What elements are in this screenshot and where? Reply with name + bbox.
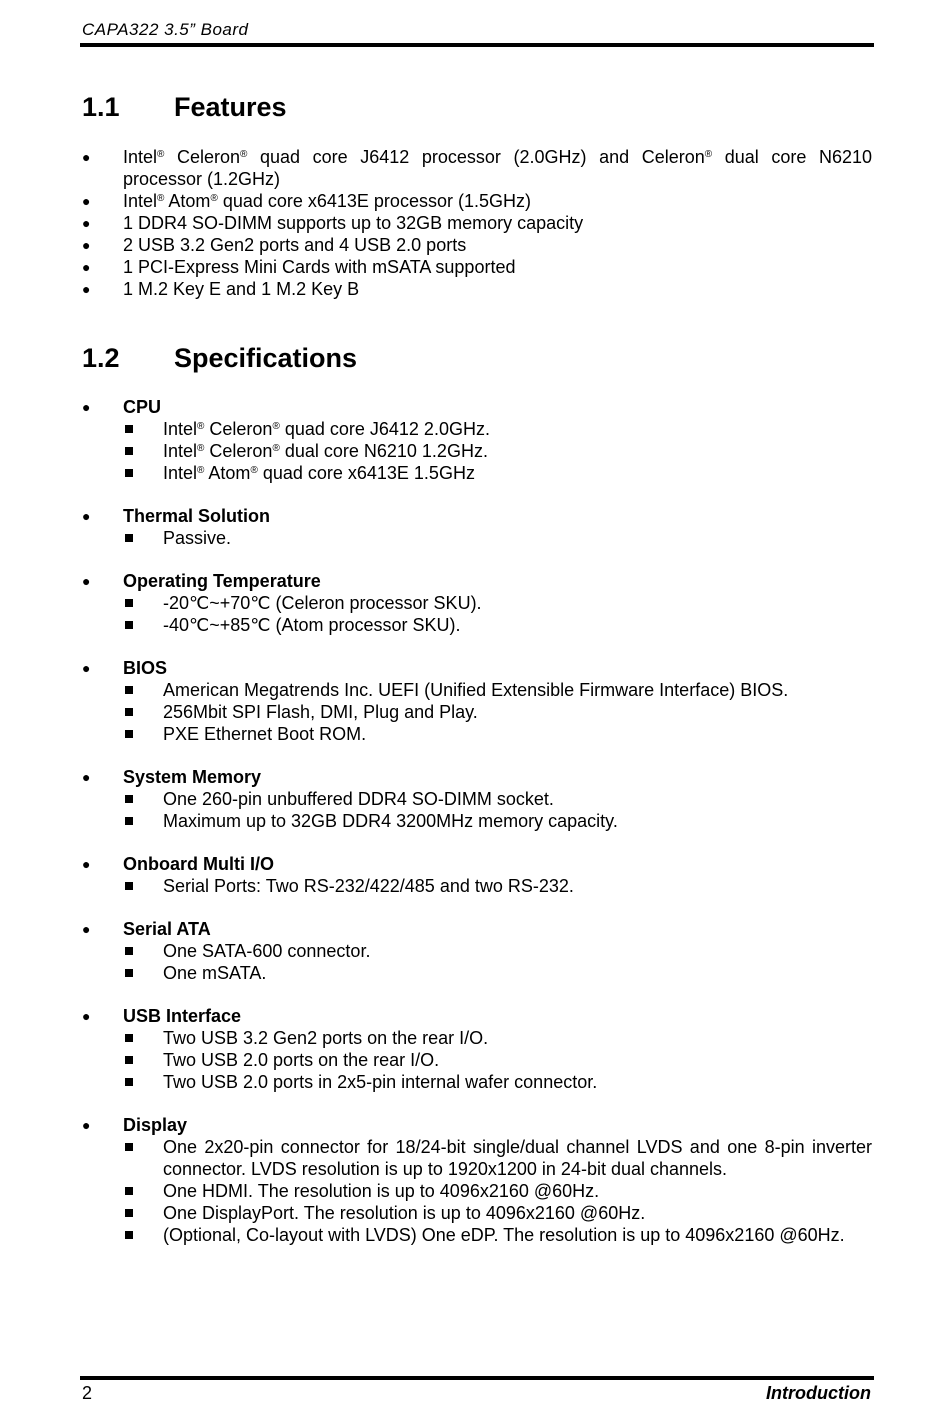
spec-item bbox=[123, 810, 872, 832]
square-bullet-icon bbox=[125, 1187, 133, 1195]
header-title: CAPA322 3.5” Board bbox=[82, 20, 249, 39]
spec-item-text bbox=[163, 1203, 645, 1223]
specifications-list bbox=[82, 396, 872, 1267]
text-segment: One SATA-600 connector. bbox=[163, 941, 371, 961]
text-segment: American Megatrends Inc. UEFI (Unified Extensible Firmware Interface) BIOS. bbox=[163, 680, 789, 700]
feature-item bbox=[82, 278, 872, 300]
square-bullet-icon bbox=[125, 1056, 133, 1064]
text-segment: Intel bbox=[163, 419, 198, 439]
bullet-icon: ● bbox=[82, 856, 91, 872]
spec-item-text bbox=[163, 615, 461, 635]
feature-item bbox=[82, 234, 872, 256]
spec-group bbox=[82, 396, 872, 484]
text-segment: Celeron bbox=[204, 441, 273, 461]
text-segment: Passive. bbox=[163, 528, 232, 548]
registered-mark: ® bbox=[197, 421, 205, 432]
spec-item bbox=[123, 1202, 872, 1224]
square-bullet-icon bbox=[125, 969, 133, 977]
spec-item bbox=[123, 701, 872, 723]
square-bullet-icon bbox=[125, 599, 133, 607]
spec-group-title: BIOS bbox=[123, 658, 168, 678]
spec-group bbox=[82, 918, 872, 984]
spec-group bbox=[82, 570, 872, 636]
spec-item-text bbox=[163, 593, 482, 613]
feature-text bbox=[123, 279, 359, 299]
square-bullet-icon bbox=[125, 817, 133, 825]
text-segment: 256Mbit SPI Flash, DMI, Plug and Play. bbox=[163, 702, 478, 722]
spec-group-title: CPU bbox=[123, 397, 162, 417]
text-segment: 1 PCI-Express Mini Cards with mSATA supported bbox=[123, 257, 516, 277]
spec-item bbox=[123, 1071, 872, 1093]
text-segment: Maximum up to 32GB DDR4 3200MHz memory capacity. bbox=[163, 811, 618, 831]
spec-group-title: Thermal Solution bbox=[123, 506, 271, 526]
bullet-icon: ● bbox=[82, 149, 91, 165]
text-segment: One HDMI. The resolution is up to 4096x2160 @60Hz. bbox=[163, 1181, 600, 1201]
spec-item-text bbox=[163, 811, 618, 831]
section-heading-features bbox=[82, 92, 287, 123]
text-segment: dual core N6210 processor (1.2GHz) bbox=[123, 147, 873, 189]
spec-item bbox=[123, 723, 872, 745]
text-segment: Celeron bbox=[164, 147, 241, 167]
spec-item-text bbox=[163, 1181, 599, 1201]
spec-item-text bbox=[163, 1028, 488, 1048]
text-segment: Celeron bbox=[204, 419, 273, 439]
feature-text bbox=[123, 213, 583, 233]
text-segment: Atom bbox=[164, 191, 211, 211]
spec-group bbox=[82, 853, 872, 897]
spec-item-text bbox=[163, 702, 478, 722]
bullet-icon: ● bbox=[82, 281, 91, 297]
spec-item bbox=[123, 962, 872, 984]
text-segment: quad core x6413E processor (1.5GHz) bbox=[217, 191, 531, 211]
spec-item bbox=[123, 440, 872, 462]
feature-text bbox=[123, 191, 531, 211]
registered-mark: ® bbox=[210, 193, 218, 204]
text-segment: Intel bbox=[163, 441, 198, 461]
spec-item-text bbox=[163, 528, 231, 548]
section-title: Specifications bbox=[174, 343, 358, 373]
spec-group-title: System Memory bbox=[123, 767, 262, 787]
bullet-icon: ● bbox=[82, 215, 91, 231]
text-segment: quad core J6412 2.0GHz. bbox=[279, 419, 490, 439]
text-segment: -40℃~+85℃ (Atom processor SKU). bbox=[163, 615, 461, 635]
text-segment: One DisplayPort. The resolution is up to 4096x2160 @60Hz. bbox=[163, 1203, 646, 1223]
spec-item bbox=[123, 418, 872, 440]
section-number: 1.1 bbox=[82, 92, 120, 122]
section-number: 1.2 bbox=[82, 343, 120, 373]
spec-item-text bbox=[163, 941, 370, 961]
spec-item-text bbox=[163, 1225, 845, 1245]
text-segment: One 260-pin unbuffered DDR4 SO-DIMM socket. bbox=[163, 789, 554, 809]
bullet-icon: ● bbox=[82, 193, 91, 209]
bullet-icon: ● bbox=[82, 1117, 91, 1133]
spec-group bbox=[82, 505, 872, 549]
bullet-icon: ● bbox=[82, 399, 91, 415]
spec-item bbox=[123, 527, 872, 549]
spec-item bbox=[123, 592, 872, 614]
square-bullet-icon bbox=[125, 621, 133, 629]
text-segment: Serial Ports: Two RS-232/422/485 and two RS-232. bbox=[163, 876, 574, 896]
square-bullet-icon bbox=[125, 1231, 133, 1239]
feature-text bbox=[123, 235, 466, 255]
bullet-icon: ● bbox=[82, 769, 91, 785]
spec-item bbox=[123, 940, 872, 962]
registered-mark: ® bbox=[272, 443, 280, 454]
square-bullet-icon bbox=[125, 425, 133, 433]
feature-text bbox=[123, 147, 872, 189]
feature-item bbox=[82, 212, 872, 234]
bullet-icon: ● bbox=[82, 573, 91, 589]
bullet-icon: ● bbox=[82, 237, 91, 253]
bullet-icon: ● bbox=[82, 921, 91, 937]
square-bullet-icon bbox=[125, 534, 133, 542]
section-heading-specifications bbox=[82, 343, 357, 374]
registered-mark: ® bbox=[704, 149, 713, 160]
spec-group bbox=[82, 766, 872, 832]
registered-mark: ® bbox=[272, 421, 280, 432]
square-bullet-icon bbox=[125, 795, 133, 803]
spec-item-text bbox=[163, 463, 475, 483]
spec-group-title: USB Interface bbox=[123, 1006, 242, 1026]
text-segment: One 2x20-pin connector for 18/24-bit single/dual channel LVDS and one 8-pin inverter connector. LVDS resolution is up to 1920x1200 in 24-bit dual channels. bbox=[163, 1137, 872, 1179]
spec-item-text bbox=[163, 1050, 439, 1070]
spec-item bbox=[123, 875, 872, 897]
text-segment: (Optional, Co-layout with LVDS) One eDP. The resolution is up to 4096x2160 @60Hz. bbox=[163, 1225, 845, 1245]
spec-item bbox=[123, 462, 872, 484]
section-title: Features bbox=[174, 92, 287, 122]
registered-mark: ® bbox=[157, 149, 165, 160]
text-segment: Two USB 3.2 Gen2 ports on the rear I/O. bbox=[163, 1028, 489, 1048]
spec-group-title: Onboard Multi I/O bbox=[123, 854, 274, 874]
square-bullet-icon bbox=[125, 447, 133, 455]
spec-item-text bbox=[163, 724, 366, 744]
spec-item bbox=[123, 788, 872, 810]
square-bullet-icon bbox=[125, 1209, 133, 1217]
feature-item bbox=[82, 256, 872, 278]
text-segment: dual core N6210 1.2GHz. bbox=[279, 441, 488, 461]
spec-item-text bbox=[163, 680, 788, 700]
feature-item bbox=[82, 190, 872, 212]
header-rule bbox=[80, 43, 874, 47]
text-segment: PXE Ethernet Boot ROM. bbox=[163, 724, 367, 744]
square-bullet-icon bbox=[125, 1143, 133, 1151]
spec-group bbox=[82, 1114, 872, 1246]
registered-mark: ® bbox=[197, 443, 205, 454]
feature-text bbox=[123, 257, 515, 277]
text-segment: Intel bbox=[123, 147, 158, 167]
spec-group-title: Operating Temperature bbox=[123, 571, 321, 591]
spec-group bbox=[82, 657, 872, 745]
square-bullet-icon bbox=[125, 882, 133, 890]
square-bullet-icon bbox=[125, 708, 133, 716]
registered-mark: ® bbox=[157, 193, 165, 204]
text-segment: quad core J6412 processor (2.0GHz) and Celeron bbox=[247, 147, 705, 167]
text-segment: quad core x6413E 1.5GHz bbox=[257, 463, 475, 483]
features-list bbox=[82, 146, 872, 300]
spec-item bbox=[123, 679, 872, 701]
text-segment: Intel bbox=[123, 191, 158, 211]
spec-item-text bbox=[163, 789, 554, 809]
page-number: 2 bbox=[82, 1383, 93, 1403]
spec-item-text bbox=[163, 419, 490, 439]
text-segment: Intel bbox=[163, 463, 198, 483]
text-segment: Two USB 2.0 ports in 2x5-pin internal wafer connector. bbox=[163, 1072, 598, 1092]
feature-item bbox=[82, 146, 872, 190]
spec-item bbox=[123, 1027, 872, 1049]
spec-item-text bbox=[163, 1072, 597, 1092]
registered-mark: ® bbox=[250, 465, 258, 476]
square-bullet-icon bbox=[125, 1034, 133, 1042]
text-segment: -20℃~+70℃ (Celeron processor SKU). bbox=[163, 593, 482, 613]
registered-mark: ® bbox=[197, 465, 205, 476]
spec-group bbox=[82, 1005, 872, 1093]
spec-item bbox=[123, 1049, 872, 1071]
chapter-title: Introduction bbox=[766, 1383, 871, 1403]
text-segment: One mSATA. bbox=[163, 963, 267, 983]
bullet-icon: ● bbox=[82, 508, 91, 524]
spec-item-text bbox=[163, 441, 488, 461]
bullet-icon: ● bbox=[82, 259, 91, 275]
spec-item-text bbox=[163, 963, 266, 983]
spec-item bbox=[123, 1180, 872, 1202]
spec-item bbox=[123, 614, 872, 636]
square-bullet-icon bbox=[125, 947, 133, 955]
spec-item-text bbox=[163, 1137, 872, 1179]
square-bullet-icon bbox=[125, 730, 133, 738]
bullet-icon: ● bbox=[82, 660, 91, 676]
registered-mark: ® bbox=[240, 149, 248, 160]
bullet-icon: ● bbox=[82, 1008, 91, 1024]
square-bullet-icon bbox=[125, 1078, 133, 1086]
text-segment: Two USB 2.0 ports on the rear I/O. bbox=[163, 1050, 440, 1070]
spec-group-title: Serial ATA bbox=[123, 919, 211, 939]
spec-item bbox=[123, 1224, 872, 1246]
text-segment: Atom bbox=[204, 463, 251, 483]
text-segment: 1 M.2 Key E and 1 M.2 Key B bbox=[123, 279, 360, 299]
spec-item bbox=[123, 1136, 872, 1180]
footer-rule bbox=[80, 1376, 874, 1380]
spec-group-title: Display bbox=[123, 1115, 188, 1135]
square-bullet-icon bbox=[125, 686, 133, 694]
text-segment: 1 DDR4 SO-DIMM supports up to 32GB memory capacity bbox=[123, 213, 584, 233]
spec-item-text bbox=[163, 876, 574, 896]
square-bullet-icon bbox=[125, 469, 133, 477]
text-segment: 2 USB 3.2 Gen2 ports and 4 USB 2.0 ports bbox=[123, 235, 467, 255]
